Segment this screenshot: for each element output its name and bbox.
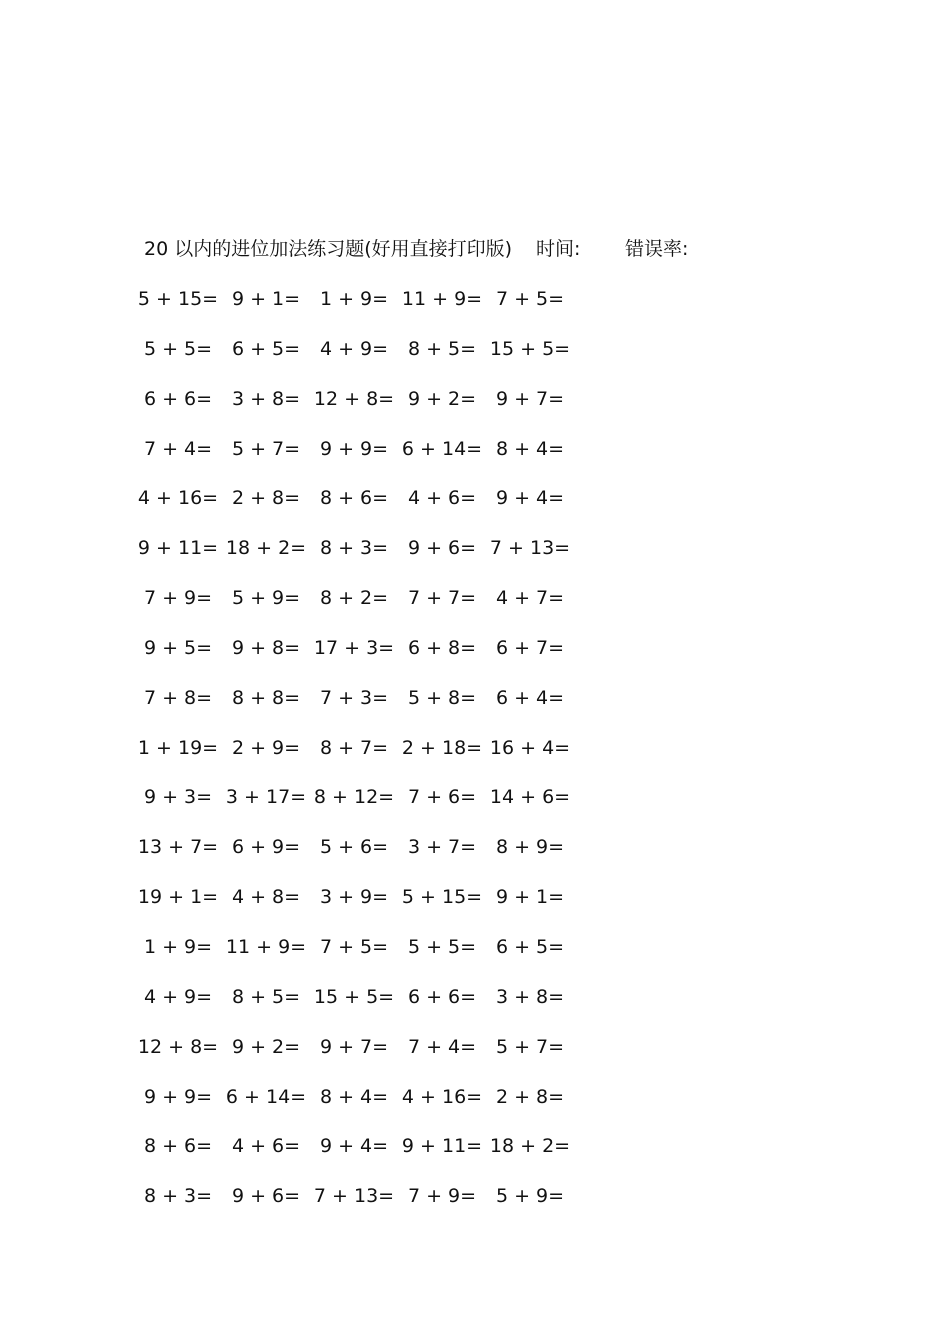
problem-item: 3 + 8= (495, 985, 565, 1008)
problem-item: 8 + 4= (495, 437, 565, 460)
problem-item: 3 + 8= (231, 387, 301, 410)
problem-item: 8 + 9= (495, 836, 565, 859)
problem-item: 8 + 6= (319, 487, 389, 510)
problem-item: 9 + 11= (137, 537, 219, 560)
problem-item: 5 + 7= (231, 437, 301, 460)
problem-item: 7 + 9= (143, 587, 213, 610)
problem-item: 4 + 16= (401, 1085, 483, 1108)
problem-item: 8 + 3= (143, 1185, 213, 1208)
problem-item: 9 + 2= (231, 1035, 301, 1058)
problem-row (0, 484, 950, 534)
problem-item: 4 + 9= (143, 985, 213, 1008)
problem-item: 9 + 1= (495, 886, 565, 909)
problem-item: 1 + 9= (143, 935, 213, 958)
problem-item: 7 + 3= (319, 686, 389, 709)
problem-item: 5 + 15= (401, 886, 483, 909)
problem-item: 12 + 8= (137, 1035, 219, 1058)
problem-item: 7 + 5= (319, 935, 389, 958)
problem-item: 6 + 9= (231, 836, 301, 859)
problem-item: 14 + 6= (489, 786, 571, 809)
problem-item: 12 + 8= (313, 387, 395, 410)
problem-item: 5 + 9= (231, 587, 301, 610)
problem-item: 4 + 9= (319, 337, 389, 360)
problem-item: 7 + 5= (495, 288, 565, 310)
problem-grid (0, 285, 950, 1232)
problem-row (0, 385, 950, 435)
problem-item: 7 + 9= (407, 1185, 477, 1208)
problem-item: 19 + 1= (137, 886, 219, 909)
problem-item: 3 + 7= (407, 836, 477, 859)
worksheet-header (144, 236, 689, 262)
problem-item: 5 + 5= (143, 337, 213, 360)
problem-item: 9 + 9= (319, 437, 389, 460)
problem-item: 16 + 4= (489, 736, 571, 759)
problem-item: 5 + 5= (407, 935, 477, 958)
problem-row (0, 1182, 950, 1232)
problem-item: 9 + 1= (231, 288, 301, 310)
problem-item: 5 + 6= (319, 836, 389, 859)
problem-item: 9 + 8= (231, 636, 301, 659)
problem-item: 9 + 4= (319, 1135, 389, 1158)
problem-item: 4 + 8= (231, 886, 301, 909)
problem-item: 8 + 6= (143, 1135, 213, 1158)
problem-row (0, 534, 950, 584)
time-label: 时间: (536, 238, 581, 260)
problem-item: 9 + 11= (401, 1135, 483, 1158)
problem-row (0, 883, 950, 933)
problem-item: 3 + 9= (319, 886, 389, 909)
problem-item: 8 + 2= (319, 587, 389, 610)
problem-item: 6 + 5= (231, 337, 301, 360)
problem-item: 6 + 4= (495, 686, 565, 709)
problem-item: 6 + 7= (495, 636, 565, 659)
problem-item: 9 + 6= (231, 1185, 301, 1208)
problem-item: 9 + 7= (495, 387, 565, 410)
problem-row (0, 783, 950, 833)
problem-item: 5 + 7= (495, 1035, 565, 1058)
problem-item: 5 + 15= (137, 288, 219, 310)
problem-item: 15 + 5= (489, 337, 571, 360)
problem-item: 9 + 4= (495, 487, 565, 510)
problem-item: 1 + 19= (137, 736, 219, 759)
problem-item: 9 + 9= (143, 1085, 213, 1108)
problem-row (0, 1033, 950, 1083)
problem-item: 9 + 5= (143, 636, 213, 659)
problem-item: 11 + 9= (401, 288, 483, 310)
problem-row (0, 933, 950, 983)
problem-row (0, 584, 950, 634)
problem-item: 9 + 6= (407, 537, 477, 560)
problem-item: 8 + 3= (319, 537, 389, 560)
problem-item: 4 + 6= (231, 1135, 301, 1158)
problem-item: 6 + 6= (143, 387, 213, 410)
problem-item: 2 + 9= (231, 736, 301, 759)
problem-item: 9 + 2= (407, 387, 477, 410)
problem-item: 6 + 14= (401, 437, 483, 460)
problem-item: 7 + 7= (407, 587, 477, 610)
problem-row (0, 435, 950, 485)
problem-item: 6 + 8= (407, 636, 477, 659)
problem-item: 7 + 6= (407, 786, 477, 809)
problem-item: 2 + 8= (231, 487, 301, 510)
problem-item: 11 + 9= (225, 935, 307, 958)
error-rate-label: 错误率: (625, 238, 689, 260)
problem-item: 6 + 14= (225, 1085, 307, 1108)
problem-row (0, 285, 950, 335)
problem-item: 9 + 7= (319, 1035, 389, 1058)
problem-item: 15 + 5= (313, 985, 395, 1008)
problem-row (0, 833, 950, 883)
problem-item: 13 + 7= (137, 836, 219, 859)
problem-item: 4 + 7= (495, 587, 565, 610)
problem-row (0, 684, 950, 734)
problem-row (0, 734, 950, 784)
problem-row (0, 1132, 950, 1182)
problem-item: 4 + 6= (407, 487, 477, 510)
problem-item: 2 + 8= (495, 1085, 565, 1108)
problem-row (0, 634, 950, 684)
problem-item: 5 + 9= (495, 1185, 565, 1208)
problem-item: 7 + 13= (313, 1185, 395, 1208)
problem-row (0, 1083, 950, 1133)
problem-item: 7 + 4= (143, 437, 213, 460)
problem-item: 17 + 3= (313, 636, 395, 659)
problem-item: 18 + 2= (225, 537, 307, 560)
problem-item: 8 + 5= (407, 337, 477, 360)
problem-item: 7 + 4= (407, 1035, 477, 1058)
problem-item: 6 + 6= (407, 985, 477, 1008)
problem-item: 7 + 13= (489, 537, 571, 560)
problem-item: 5 + 8= (407, 686, 477, 709)
problem-item: 9 + 3= (143, 786, 213, 809)
problem-item: 7 + 8= (143, 686, 213, 709)
problem-item: 8 + 5= (231, 985, 301, 1008)
problem-item: 6 + 5= (495, 935, 565, 958)
problem-item: 18 + 2= (489, 1135, 571, 1158)
problem-item: 2 + 18= (401, 736, 483, 759)
problem-item: 8 + 7= (319, 736, 389, 759)
problem-item: 8 + 8= (231, 686, 301, 709)
problem-item: 1 + 9= (319, 288, 389, 310)
worksheet-title: 20 以内的进位加法练习题(好用直接打印版) (144, 238, 513, 260)
problem-item: 8 + 12= (313, 786, 395, 809)
problem-row (0, 335, 950, 385)
problem-row (0, 983, 950, 1033)
problem-item: 3 + 17= (225, 786, 307, 809)
problem-item: 8 + 4= (319, 1085, 389, 1108)
problem-item: 4 + 16= (137, 487, 219, 510)
